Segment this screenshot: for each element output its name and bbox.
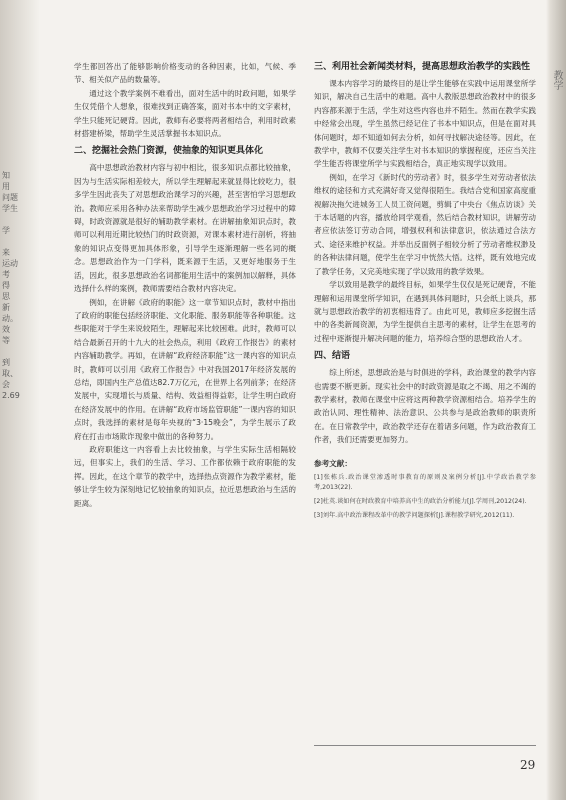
- paragraph: 学以致用是教学的最终目标，如果学生仅仅是死记硬背，不能理解和运用课堂所学知识，在遇到具体问题时，只会纸上谈兵，那就与思想政治教学的初衷相违背了。由此可见，教师应多挖掘生活中的各类新闻资源，为学生提供自主思考的素材，让学生在思考的过程中逐渐提升解决问题的能力，培养综合型的思想政治人才。: [314, 280, 536, 343]
- page-number: 29: [520, 758, 536, 772]
- section-heading: 四、结语: [314, 351, 351, 362]
- paragraph: 学生都回答出了能够影响价格变动的各种因素，比如，气候、季节、相关似产品的数量等。: [74, 62, 296, 85]
- right-column: [314, 60, 536, 525]
- paragraph: 高中思想政治教材内容与初中相比，很多知识点都比较抽象，因为与生活实际相差较大，所以学生理解起来就显得比较吃力，很多学生因此丧失了对思想政治课学习的兴趣，甚至害怕学习思想政治。教师应采用各种办法来帮助学生减少思想政治学习过程中的障碍，时政资源就是很好的辅助教学素材。在讲解抽象知识点时，教师可以利用近期比较热门的时政资源，对课本素材进行剖析，将抽象的知识点变得更加具体形象，引导学生逐渐理解一些名词的概念。思想政治作为一门学科，既来源于生活，又更好地服务于生活，因此，很多思想政治名词都能用生活中的案例加以解释，具体选择什么样的案例，教师需要结合教材内容决定。: [74, 163, 296, 294]
- adjacent-page-edge: [0, 0, 40, 800]
- section-heading: 二、挖掘社会热门资源，使抽象的知识更具体化: [74, 146, 264, 157]
- reference-item: [2]杜英.谈如何在时政教育中培养高中生的政治分析能力[J].学周刊,2012(24).: [314, 497, 527, 505]
- paragraph: 综上所述，思想政治是与时俱进的学科，政治课堂的教学内容也需要不断更新。现实社会中的时政资源是取之不竭、用之不竭的教学素材，教师在课堂中应将这两种教学资源相结合。培养学生的政治认同、理性精神、法治意识、公共参与是政治教师的职责所在。在日常教学中，政治教学还存在着诸多问题，作为政治教育工作者，我们还需要更加努力。: [314, 368, 536, 445]
- references: [314, 457, 536, 521]
- left-column: [74, 60, 296, 510]
- adjacent-page-text: 知 用 问题 学生 学 来 运动 考 得 思 新 动。 效 等 到 取、 会 2.69: [2, 171, 20, 400]
- references-title: 参考文献：: [314, 458, 352, 468]
- footer-rule: [314, 745, 536, 746]
- paragraph: 课本内容学习的最终目的是让学生能够在实践中运用课堂所学知识，解决自己生活中的难题。高中人教版思想政治教材中的很多内容都来源于生活，学生对这些内容也并不陌生。然而在教学实践中经常会出现，学生虽然已经记住了书本中知识点，但是在面对具体问题时，却不知道如何去分析，如何寻找解决途径等。因此，在教学中，教师不仅要关注学生对书本知识的掌握程度，还应当关注学生能否将课堂所学与实践相结合，真正地实现学以致用。: [314, 79, 536, 169]
- adjacent-page-heading: 教学: [551, 70, 562, 90]
- section-heading: 三、利用社会新闻类材料，提高思想政治教学的实践性: [314, 62, 531, 72]
- reference-item: [1]张栋兵.政治课堂渗透时事教育的原则及案例分析[J].中学政治教学参考,2013(22).: [314, 473, 536, 491]
- paragraph: 政府职能这一内容看上去比较抽象，与学生实际生活相隔较远，但事实上，我们的生活、学习、工作都依赖于政府职能的发挥。因此，在这个章节的教学中，选择热点资源作为教学素材，能够让学生较为深刻地记忆较抽象的知识点，拉近思想政治与生活的距离。: [74, 444, 296, 508]
- paragraph: 例如，在讲解《政府的职能》这一章节知识点时，教材中指出了政府的职能包括经济职能、文化职能、服务职能等各种职能。这些职能对于学生来说较陌生，理解起来比较困难。此时，教师可以结合最新召开的十九大的社会热点，利用《政府工作报告》的素材内容辅助教学。再如，在讲解“政府经济职能”这一课内容的知识点时，教师可以引用《政府工作报告》中对我国2017年经济发展的总结，即国内生产总值达82.7万亿元，在世界上名列前茅；在经济发展中，实现增长与质量、结构、效益相得益彰，让学生明白政府在经济发展中的作用。在讲解“政府市场监管职能”一课内容的知识点时，我选择的素材是每年央视的“3·15晚会”，为学生展示了政府在打击市场欺诈现象中做出的各种努力。: [74, 297, 296, 441]
- paragraph: 通过这个教学案例不难看出，面对生活中的时政问题，如果学生仅凭借个人想象，很难找到正确答案，面对书本中的文字素材，学生只能死记硬背。因此，教师有必要将两者相结合，利用时政素材搭建桥梁，帮助学生灵活掌握书本知识点。: [74, 88, 296, 139]
- paragraph: 例如，在学习《新时代的劳动者》时，很多学生对劳动者依法维权的途径和方式充满好奇又觉得很陌生。我结合党和国家高度重视解决拖欠进城务工人员工资问题，剪辑了中央台《焦点访谈》关于本话题的内容，播放给同学观看，然后结合教材知识，讲解劳动者应依法签订劳动合同，增强权利和法律意识，依法通过合法方式、途径来维护权益。并举出反面例子相较分析了劳动者维权渺及的各种法律问题，使学生在学习中恍然大悟。这样，既有效地完成了教学任务，又完美地实现了学以致用的教学效果。: [314, 172, 536, 276]
- reference-item: [3]刘年.高中政治课程改革中的教学问题探析[J].课程教学研究,2012(11).: [314, 511, 515, 519]
- binding-edge: [546, 0, 566, 800]
